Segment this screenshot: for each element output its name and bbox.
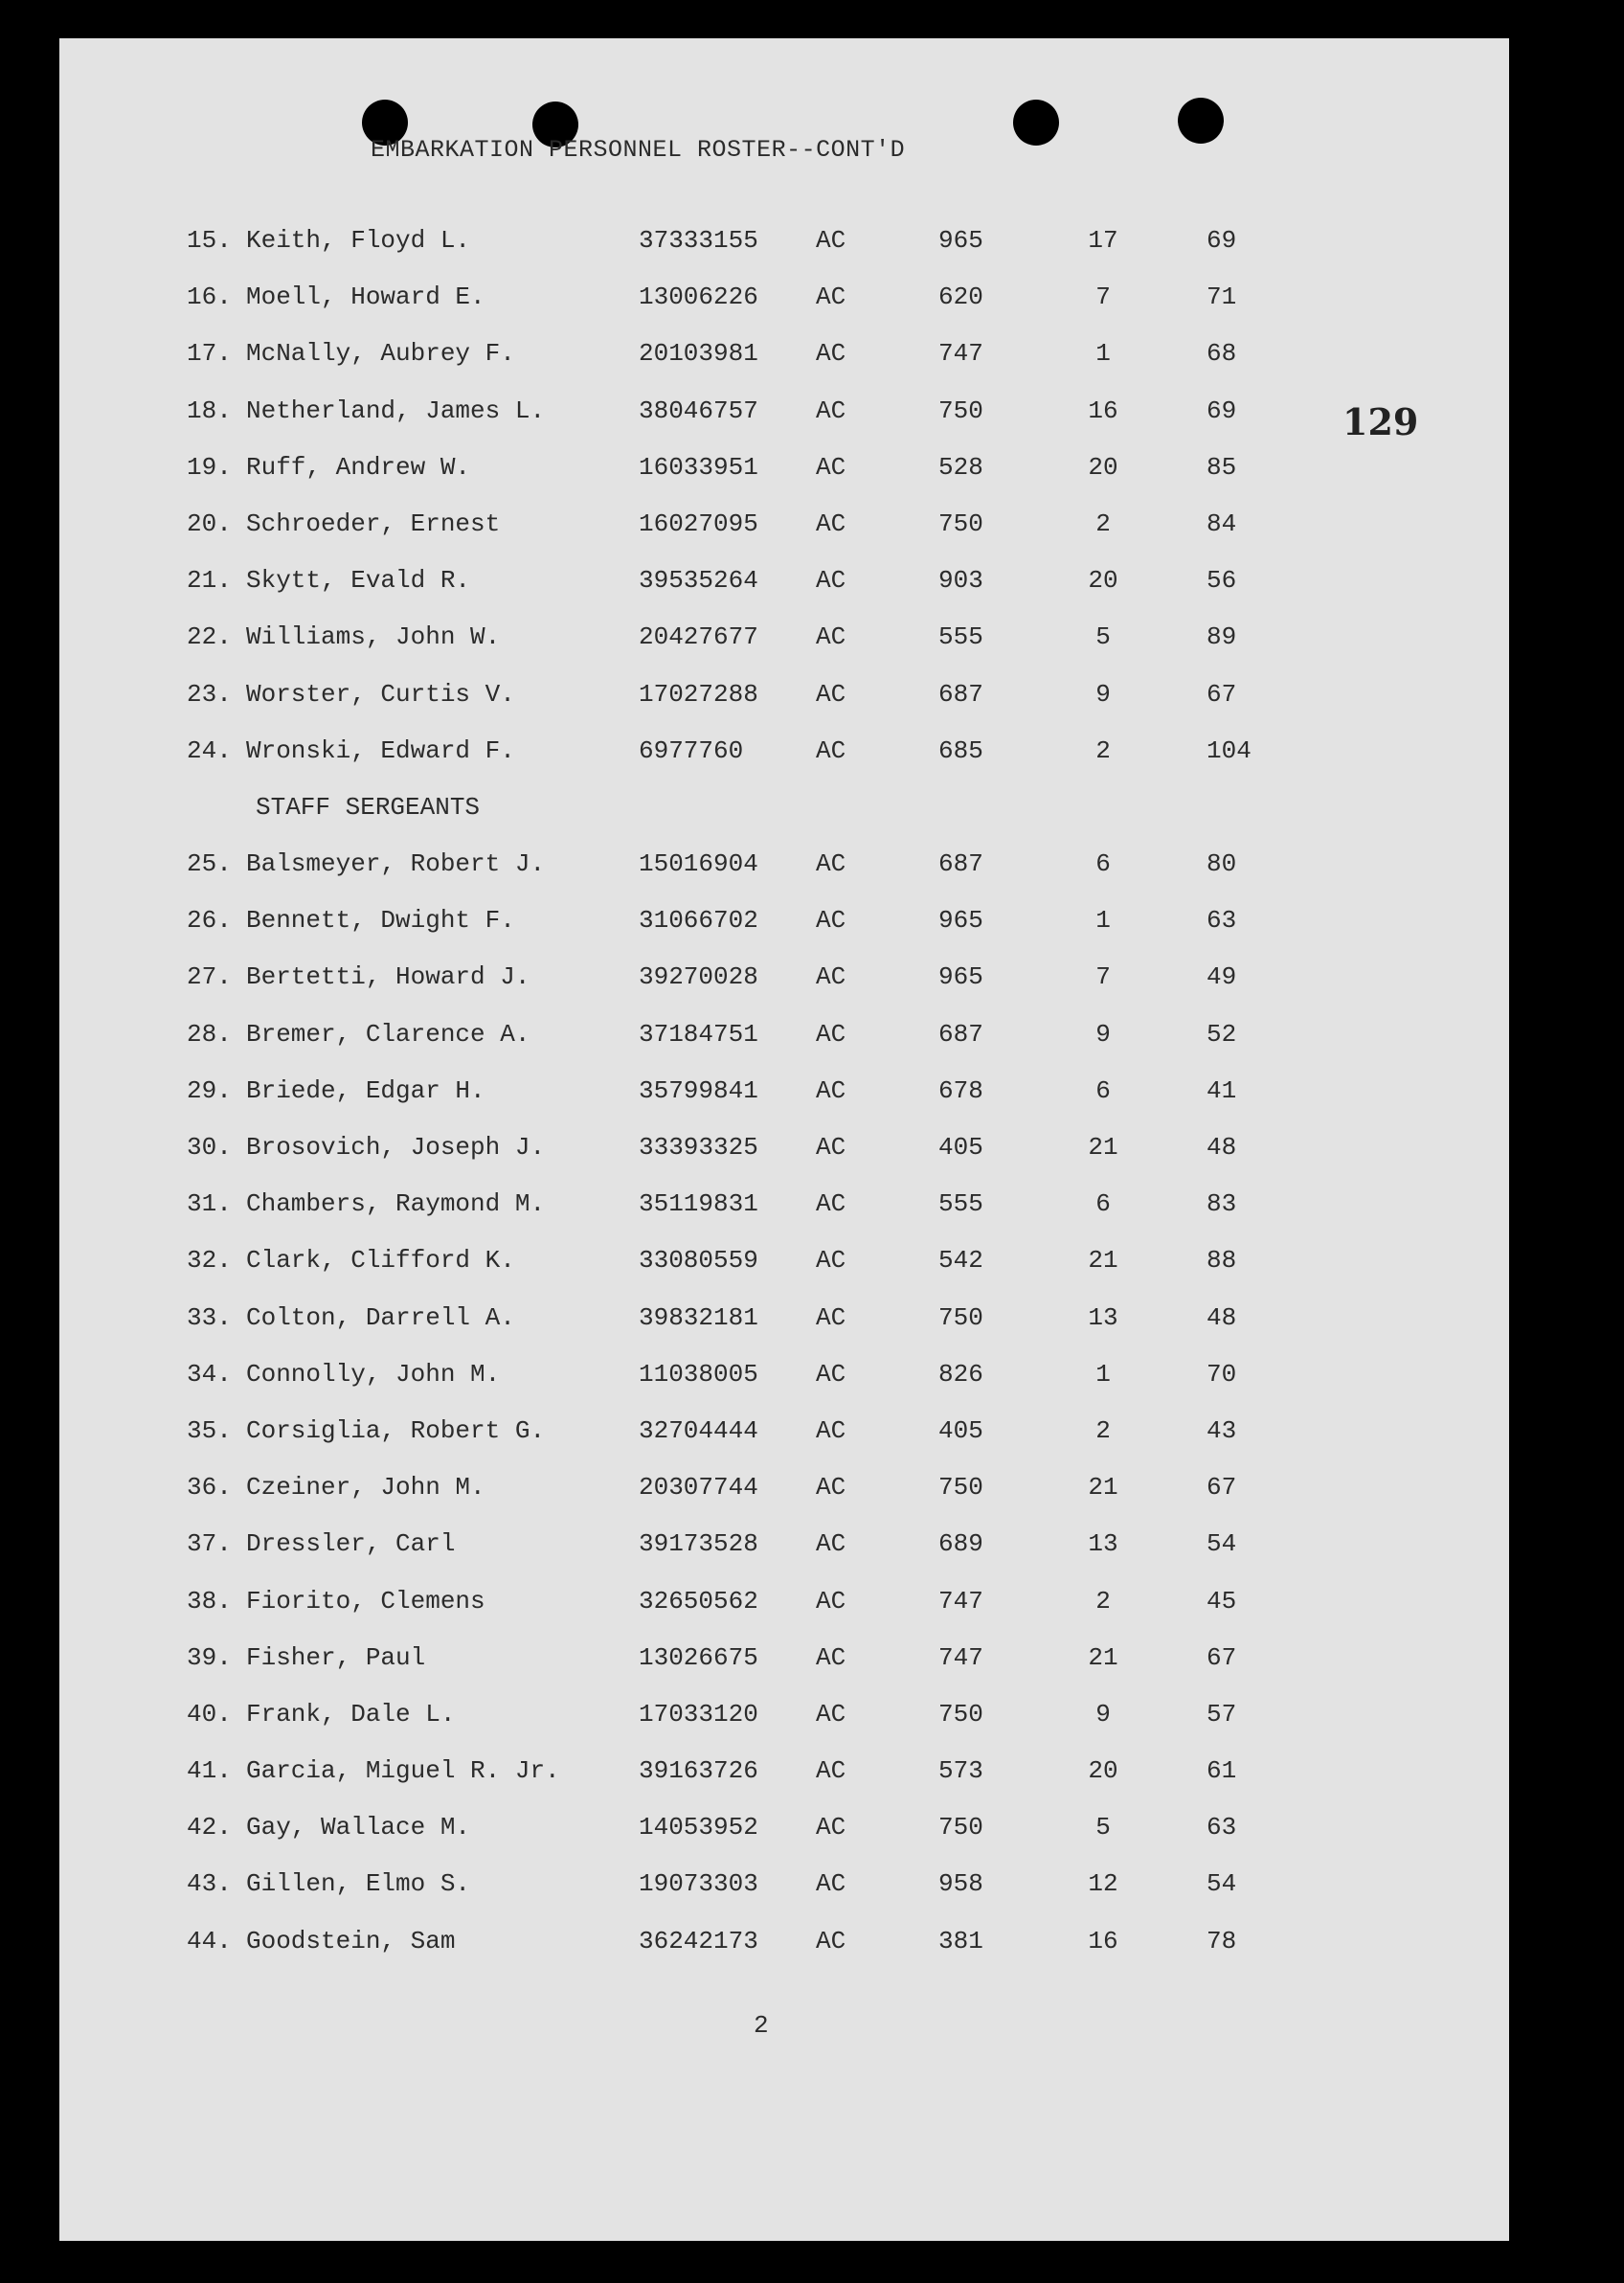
entry-name: Gay, Wallace M. xyxy=(246,1813,471,1842)
roster-part-2 xyxy=(59,849,1509,1983)
entry-column-b: 6 xyxy=(1095,1075,1111,1105)
entry-column-c: 52 xyxy=(1207,1019,1237,1049)
punch-hole xyxy=(1013,100,1059,146)
entry-serial: 6977760 xyxy=(639,735,744,765)
entry-column-b: 1 xyxy=(1095,906,1111,936)
entry-column-a: 958 xyxy=(938,1869,983,1899)
entry-column-c: 48 xyxy=(1207,1302,1237,1332)
entry-column-b: 1 xyxy=(1095,339,1111,369)
entry-column-a: 750 xyxy=(938,509,983,538)
table-row xyxy=(59,1360,1509,1416)
entry-branch: AC xyxy=(816,1869,846,1899)
entry-branch: AC xyxy=(816,849,846,879)
entry-number: 23. xyxy=(187,679,232,709)
entry-name: Keith, Floyd L. xyxy=(246,226,471,255)
entry-number: 28. xyxy=(187,1019,232,1049)
table-row xyxy=(59,1813,1509,1869)
entry-column-a: 750 xyxy=(938,1473,983,1503)
entry-name: Schroeder, Ernest xyxy=(246,509,501,538)
table-row xyxy=(59,1700,1509,1756)
entry-column-b: 16 xyxy=(1088,396,1118,425)
entry-number: 35. xyxy=(187,1415,232,1445)
entry-number: 36. xyxy=(187,1473,232,1503)
entry-column-b: 7 xyxy=(1095,962,1111,992)
entry-column-a: 965 xyxy=(938,226,983,255)
entry-column-b: 1 xyxy=(1095,1359,1111,1389)
table-row xyxy=(59,1246,1509,1302)
table-row xyxy=(59,1020,1509,1076)
entry-serial: 17027288 xyxy=(639,679,758,709)
entry-column-a: 678 xyxy=(938,1075,983,1105)
entry-column-c: 71 xyxy=(1207,283,1237,312)
entry-number: 42. xyxy=(187,1813,232,1842)
entry-serial: 17033120 xyxy=(639,1699,758,1729)
entry-number: 34. xyxy=(187,1359,232,1389)
entry-name: Chambers, Raymond M. xyxy=(246,1189,546,1219)
table-row xyxy=(59,1303,1509,1360)
entry-number: 44. xyxy=(187,1926,232,1955)
entry-number: 16. xyxy=(187,283,232,312)
entry-name: Bertetti, Howard J. xyxy=(246,962,530,992)
entry-column-b: 7 xyxy=(1095,283,1111,312)
entry-number: 41. xyxy=(187,1756,232,1786)
table-row xyxy=(59,226,1509,283)
entry-serial: 20427677 xyxy=(639,622,758,652)
entry-branch: AC xyxy=(816,622,846,652)
table-row xyxy=(59,680,1509,736)
entry-column-a: 573 xyxy=(938,1756,983,1786)
entry-column-a: 747 xyxy=(938,1642,983,1672)
entry-number: 39. xyxy=(187,1642,232,1672)
table-row xyxy=(59,622,1509,679)
entry-branch: AC xyxy=(816,509,846,538)
entry-name: Balsmeyer, Robert J. xyxy=(246,849,546,879)
entry-name: Netherland, James L. xyxy=(246,396,546,425)
entry-column-c: 67 xyxy=(1207,679,1237,709)
entry-serial: 16027095 xyxy=(639,509,758,538)
entry-branch: AC xyxy=(816,1642,846,1672)
entry-column-b: 9 xyxy=(1095,1699,1111,1729)
entry-number: 20. xyxy=(187,509,232,538)
entry-column-c: 83 xyxy=(1207,1189,1237,1219)
entry-branch: AC xyxy=(816,1359,846,1389)
table-row xyxy=(59,1076,1509,1133)
entry-column-a: 542 xyxy=(938,1246,983,1276)
entry-number: 17. xyxy=(187,339,232,369)
table-row xyxy=(59,1869,1509,1926)
entry-branch: AC xyxy=(816,1133,846,1162)
entry-branch: AC xyxy=(816,1473,846,1503)
entry-number: 33. xyxy=(187,1302,232,1332)
entry-column-b: 20 xyxy=(1088,452,1118,482)
entry-name: Clark, Clifford K. xyxy=(246,1246,515,1276)
entry-serial: 39832181 xyxy=(639,1302,758,1332)
entry-serial: 37333155 xyxy=(639,226,758,255)
document-page xyxy=(59,38,1509,2241)
entry-serial: 39535264 xyxy=(639,566,758,596)
entry-column-c: 67 xyxy=(1207,1642,1237,1672)
entry-branch: AC xyxy=(816,679,846,709)
entry-column-c: 69 xyxy=(1207,396,1237,425)
entry-number: 38. xyxy=(187,1586,232,1616)
entry-column-c: 80 xyxy=(1207,849,1237,879)
page-number: 2 xyxy=(754,2011,769,2040)
punch-hole xyxy=(1178,98,1224,144)
entry-column-a: 750 xyxy=(938,1699,983,1729)
section-heading xyxy=(59,793,1509,849)
entry-column-b: 2 xyxy=(1095,1415,1111,1445)
entry-column-a: 826 xyxy=(938,1359,983,1389)
entry-column-b: 21 xyxy=(1088,1473,1118,1503)
entry-column-c: 67 xyxy=(1207,1473,1237,1503)
entry-column-b: 12 xyxy=(1088,1869,1118,1899)
entry-column-b: 2 xyxy=(1095,1586,1111,1616)
entry-number: 30. xyxy=(187,1133,232,1162)
entry-number: 32. xyxy=(187,1246,232,1276)
entry-name: Ruff, Andrew W. xyxy=(246,452,471,482)
entry-column-a: 555 xyxy=(938,1189,983,1219)
entry-column-b: 21 xyxy=(1088,1642,1118,1672)
entry-number: 15. xyxy=(187,226,232,255)
roster-table xyxy=(59,226,1509,1983)
entry-name: Czeiner, John M. xyxy=(246,1473,485,1503)
entry-serial: 31066702 xyxy=(639,906,758,936)
entry-serial: 16033951 xyxy=(639,452,758,482)
entry-column-c: 54 xyxy=(1207,1529,1237,1559)
table-row xyxy=(59,962,1509,1019)
entry-column-b: 20 xyxy=(1088,1756,1118,1786)
entry-branch: AC xyxy=(816,226,846,255)
entry-name: Wronski, Edward F. xyxy=(246,735,515,765)
entry-column-c: 61 xyxy=(1207,1756,1237,1786)
entry-column-b: 6 xyxy=(1095,849,1111,879)
entry-column-a: 687 xyxy=(938,679,983,709)
entry-name: Worster, Curtis V. xyxy=(246,679,515,709)
entry-column-a: 750 xyxy=(938,1302,983,1332)
table-row xyxy=(59,1473,1509,1529)
entry-branch: AC xyxy=(816,1756,846,1786)
entry-number: 31. xyxy=(187,1189,232,1219)
entry-name: Colton, Darrell A. xyxy=(246,1302,515,1332)
entry-column-a: 747 xyxy=(938,339,983,369)
entry-column-a: 965 xyxy=(938,962,983,992)
table-row xyxy=(59,1133,1509,1189)
table-row xyxy=(59,849,1509,906)
entry-column-c: 85 xyxy=(1207,452,1237,482)
entry-column-c: 43 xyxy=(1207,1415,1237,1445)
entry-column-c: 104 xyxy=(1207,735,1252,765)
table-row xyxy=(59,1416,1509,1473)
entry-branch: AC xyxy=(816,1019,846,1049)
entry-column-b: 5 xyxy=(1095,622,1111,652)
entry-column-a: 555 xyxy=(938,622,983,652)
entry-column-c: 70 xyxy=(1207,1359,1237,1389)
entry-column-c: 63 xyxy=(1207,1813,1237,1842)
entry-serial: 36242173 xyxy=(639,1926,758,1955)
entry-column-c: 48 xyxy=(1207,1133,1237,1162)
entry-branch: AC xyxy=(816,1529,846,1559)
entry-branch: AC xyxy=(816,396,846,425)
entry-number: 26. xyxy=(187,906,232,936)
entry-name: Bennett, Dwight F. xyxy=(246,906,515,936)
entry-column-a: 528 xyxy=(938,452,983,482)
entry-name: Garcia, Miguel R. Jr. xyxy=(246,1756,560,1786)
entry-column-b: 9 xyxy=(1095,679,1111,709)
entry-number: 27. xyxy=(187,962,232,992)
entry-serial: 35119831 xyxy=(639,1189,758,1219)
entry-serial: 14053952 xyxy=(639,1813,758,1842)
entry-serial: 39270028 xyxy=(639,962,758,992)
section-heading-text: STAFF SERGEANTS xyxy=(256,792,481,822)
entry-branch: AC xyxy=(816,906,846,936)
entry-branch: AC xyxy=(816,1813,846,1842)
entry-number: 18. xyxy=(187,396,232,425)
document-title: EMBARKATION PERSONNEL ROSTER--CONT'D xyxy=(371,136,906,164)
entry-number: 37. xyxy=(187,1529,232,1559)
entry-name: Briede, Edgar H. xyxy=(246,1075,485,1105)
table-row xyxy=(59,509,1509,566)
entry-branch: AC xyxy=(816,1302,846,1332)
entry-branch: AC xyxy=(816,962,846,992)
entry-serial: 13026675 xyxy=(639,1642,758,1672)
entry-column-b: 16 xyxy=(1088,1926,1118,1955)
entry-column-c: 78 xyxy=(1207,1926,1237,1955)
entry-column-b: 9 xyxy=(1095,1019,1111,1049)
entry-column-b: 17 xyxy=(1088,226,1118,255)
table-row xyxy=(59,1927,1509,1983)
entry-name: Frank, Dale L. xyxy=(246,1699,456,1729)
entry-name: Dressler, Carl xyxy=(246,1529,456,1559)
entry-column-a: 687 xyxy=(938,849,983,879)
entry-column-a: 620 xyxy=(938,283,983,312)
entry-column-c: 54 xyxy=(1207,1869,1237,1899)
entry-column-a: 405 xyxy=(938,1415,983,1445)
entry-serial: 19073303 xyxy=(639,1869,758,1899)
table-row xyxy=(59,1529,1509,1586)
entry-column-a: 405 xyxy=(938,1133,983,1162)
entry-name: Corsiglia, Robert G. xyxy=(246,1415,546,1445)
entry-serial: 33080559 xyxy=(639,1246,758,1276)
entry-branch: AC xyxy=(816,735,846,765)
table-row xyxy=(59,736,1509,793)
entry-number: 24. xyxy=(187,735,232,765)
table-row xyxy=(59,396,1509,453)
entry-column-b: 2 xyxy=(1095,735,1111,765)
entry-name: Brosovich, Joseph J. xyxy=(246,1133,546,1162)
table-row xyxy=(59,1189,1509,1246)
entry-column-b: 13 xyxy=(1088,1529,1118,1559)
entry-name: Gillen, Elmo S. xyxy=(246,1869,471,1899)
entry-branch: AC xyxy=(816,566,846,596)
entry-column-b: 13 xyxy=(1088,1302,1118,1332)
table-row xyxy=(59,906,1509,962)
entry-name: Fiorito, Clemens xyxy=(246,1586,485,1616)
entry-column-c: 88 xyxy=(1207,1246,1237,1276)
entry-column-c: 41 xyxy=(1207,1075,1237,1105)
entry-serial: 33393325 xyxy=(639,1133,758,1162)
entry-branch: AC xyxy=(816,1926,846,1955)
entry-name: Williams, John W. xyxy=(246,622,501,652)
entry-column-c: 56 xyxy=(1207,566,1237,596)
entry-column-a: 689 xyxy=(938,1529,983,1559)
entry-name: Moell, Howard E. xyxy=(246,283,485,312)
entry-branch: AC xyxy=(816,1189,846,1219)
entry-serial: 37184751 xyxy=(639,1019,758,1049)
table-row xyxy=(59,1643,1509,1700)
entry-serial: 32704444 xyxy=(639,1415,758,1445)
entry-branch: AC xyxy=(816,1246,846,1276)
entry-number: 29. xyxy=(187,1075,232,1105)
table-row xyxy=(59,1587,1509,1643)
entry-name: Skytt, Evald R. xyxy=(246,566,471,596)
entry-number: 21. xyxy=(187,566,232,596)
margin-note: 129 xyxy=(1342,400,1419,443)
table-row xyxy=(59,283,1509,339)
entry-column-c: 49 xyxy=(1207,962,1237,992)
entry-number: 40. xyxy=(187,1699,232,1729)
entry-serial: 38046757 xyxy=(639,396,758,425)
entry-branch: AC xyxy=(816,283,846,312)
entry-column-c: 45 xyxy=(1207,1586,1237,1616)
table-row xyxy=(59,566,1509,622)
entry-serial: 35799841 xyxy=(639,1075,758,1105)
table-row xyxy=(59,453,1509,509)
entry-column-c: 68 xyxy=(1207,339,1237,369)
entry-column-c: 57 xyxy=(1207,1699,1237,1729)
entry-serial: 32650562 xyxy=(639,1586,758,1616)
entry-serial: 20103981 xyxy=(639,339,758,369)
entry-column-b: 20 xyxy=(1088,566,1118,596)
entry-name: Fisher, Paul xyxy=(246,1642,426,1672)
entry-column-a: 381 xyxy=(938,1926,983,1955)
entry-column-b: 5 xyxy=(1095,1813,1111,1842)
entry-column-a: 747 xyxy=(938,1586,983,1616)
entry-column-b: 21 xyxy=(1088,1246,1118,1276)
entry-serial: 11038005 xyxy=(639,1359,758,1389)
entry-column-c: 89 xyxy=(1207,622,1237,652)
entry-name: McNally, Aubrey F. xyxy=(246,339,515,369)
entry-serial: 13006226 xyxy=(639,283,758,312)
entry-name: Bremer, Clarence A. xyxy=(246,1019,530,1049)
entry-number: 25. xyxy=(187,849,232,879)
table-row xyxy=(59,339,1509,396)
entry-serial: 39163726 xyxy=(639,1756,758,1786)
entry-name: Goodstein, Sam xyxy=(246,1926,456,1955)
entry-number: 43. xyxy=(187,1869,232,1899)
entry-column-a: 685 xyxy=(938,735,983,765)
entry-branch: AC xyxy=(816,1699,846,1729)
entry-column-a: 687 xyxy=(938,1019,983,1049)
entry-branch: AC xyxy=(816,1586,846,1616)
entry-column-c: 84 xyxy=(1207,509,1237,538)
entry-column-a: 965 xyxy=(938,906,983,936)
entry-number: 19. xyxy=(187,452,232,482)
entry-branch: AC xyxy=(816,1415,846,1445)
entry-branch: AC xyxy=(816,339,846,369)
entry-column-b: 21 xyxy=(1088,1133,1118,1162)
roster-part-1 xyxy=(59,226,1509,793)
entry-column-c: 69 xyxy=(1207,226,1237,255)
entry-serial: 39173528 xyxy=(639,1529,758,1559)
entry-number: 22. xyxy=(187,622,232,652)
entry-serial: 15016904 xyxy=(639,849,758,879)
entry-column-b: 6 xyxy=(1095,1189,1111,1219)
entry-column-b: 2 xyxy=(1095,509,1111,538)
entry-branch: AC xyxy=(816,452,846,482)
entry-name: Connolly, John M. xyxy=(246,1359,501,1389)
table-row xyxy=(59,1756,1509,1813)
entry-column-a: 903 xyxy=(938,566,983,596)
entry-column-a: 750 xyxy=(938,1813,983,1842)
entry-column-a: 750 xyxy=(938,396,983,425)
entry-serial: 20307744 xyxy=(639,1473,758,1503)
entry-branch: AC xyxy=(816,1075,846,1105)
entry-column-c: 63 xyxy=(1207,906,1237,936)
